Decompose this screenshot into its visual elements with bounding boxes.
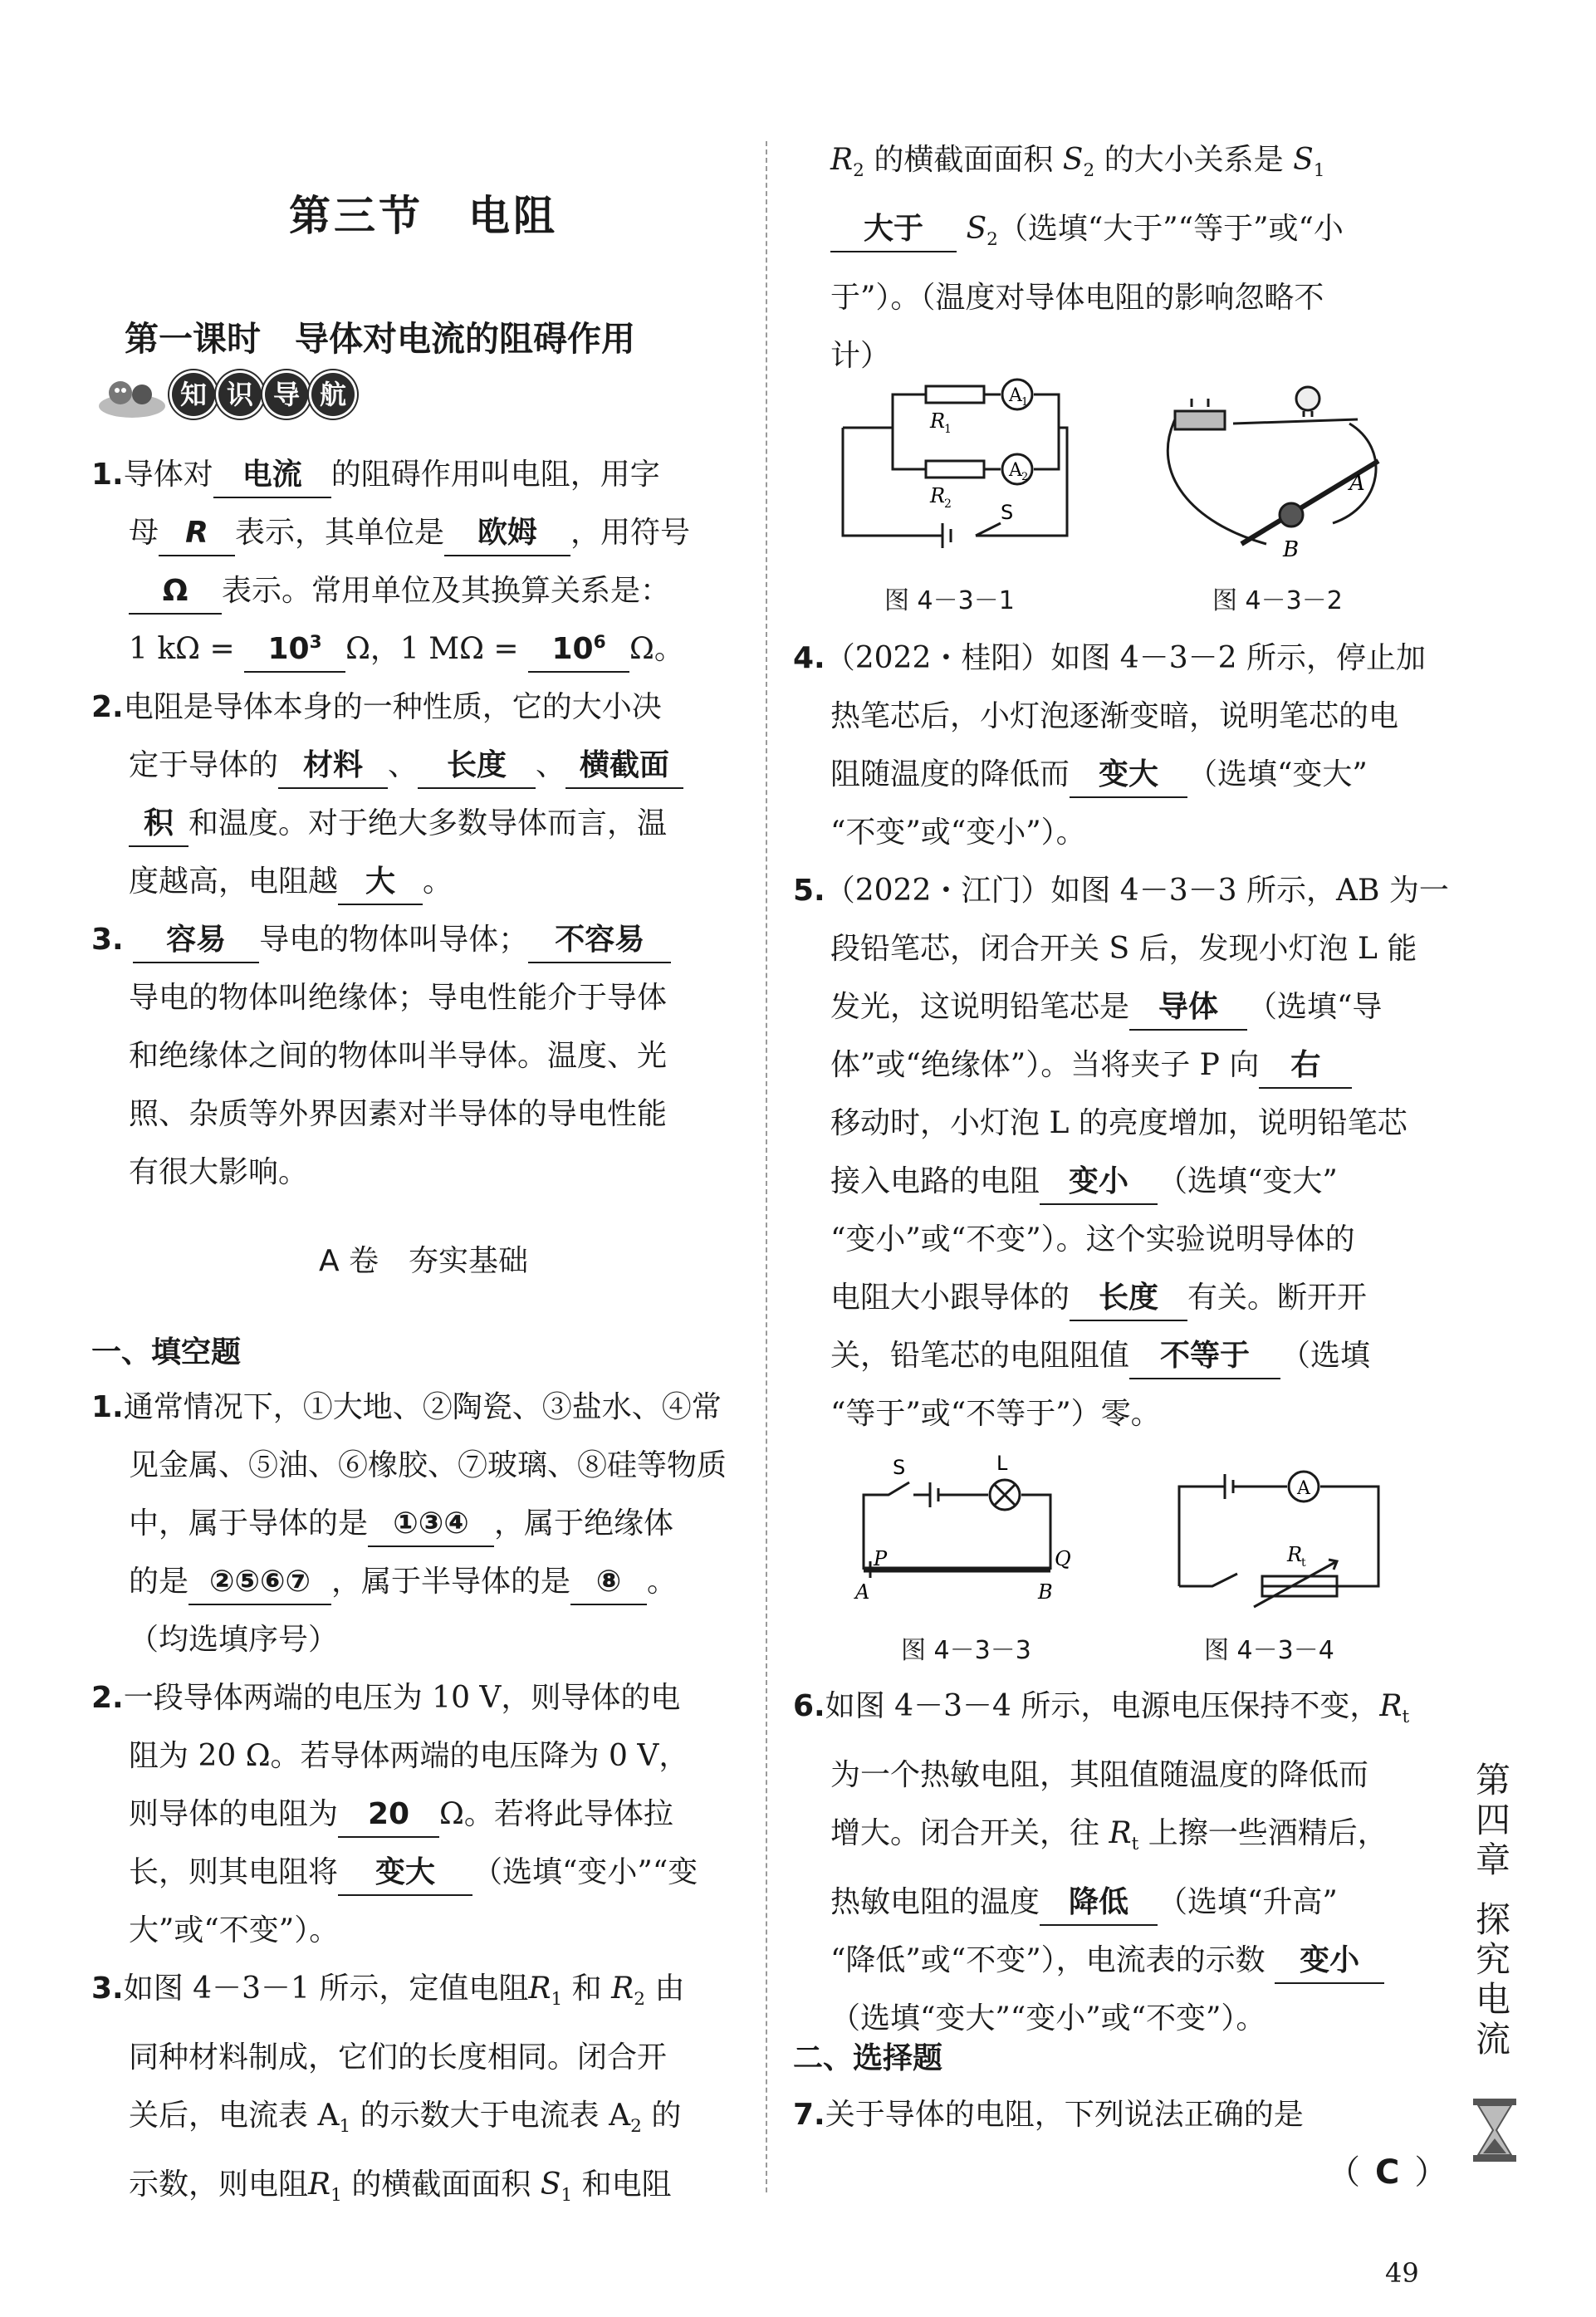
knowledge-q1-line1: 1.导体对 电流 的阻碍作用叫电阻，用字	[91, 446, 756, 504]
answer-blank: 材料	[278, 744, 388, 789]
figure-4-3-3	[855, 1445, 1088, 1611]
answer-blank: 变小	[1040, 1160, 1158, 1205]
q4-q5: 4.（2022・桂阳）如图 4－3－2 所示，停止加 热笔芯后，小灯泡逐渐变暗，说明笔芯的电 阻随温度的降低而 变大 （选填“变大” “不变”或“变小”）。 5.（2022・江门）如图 4－3－3 所示，AB 为一 段铅笔芯，闭合开关 S 后，发现小灯泡 L 能 发光，这说明铅笔芯是 导体 （选填“导 体”或“绝缘体”）。当将夹子 P 向 右 移动时，小灯泡 L 的亮度增加，说明铅笔芯 接入电路的电阻 变小 （选填“变大” “变小”或“不变”）。这个实验说明导体的 电阻大小跟导体的 长度 有关。断开开 关，铅笔芯的电阻阻值 不等于 （选填 “等于”或“不等于”）零。	[793, 641, 1449, 1431]
svg-text:A: A	[1009, 460, 1022, 481]
svg-text:L: L	[996, 1452, 1008, 1475]
q6: 6.如图 4－3－4 所示，电源电压保持不变，$R_t$ 为一个热敏电阻，其阻值随温度的降低而 增大。闭合开关，往 $R_t$ 上擦一些酒精后， 热敏电阻的温度 降低 （选填“升高” “降低”或“不变”），电流表的示数 变小 （选填“变大”“变小”或“不变”）。	[793, 1689, 1410, 2036]
answer-blank: 电流	[213, 453, 331, 498]
answer-blank: $10^6$	[528, 621, 629, 673]
svg-text:S: S	[893, 1456, 906, 1479]
answer-blank: 大于	[830, 208, 957, 252]
answer-blank: 欧姆	[444, 512, 570, 556]
answer-blank: R	[159, 512, 235, 556]
figure-4-3-1-caption: 图 4－3－1	[884, 586, 1015, 615]
svg-text:R: R	[930, 484, 946, 507]
q7: 7.关于导体的电阻，下列说法正确的是	[793, 2098, 1304, 2132]
answer-blank: 容易	[133, 918, 259, 963]
bulb-icon	[1296, 387, 1319, 410]
answer-blank: 变小	[1275, 1939, 1384, 1984]
q3-continued: $R_2$ 的横截面面积 $S_2$ 的大小关系是 $S_1$ 大于 $S_2$（选填“大于”“等于”或“小 于”）。（温度对导体电阻的影响忽略不 计）	[830, 143, 1344, 374]
answer-blank: 横截面	[565, 744, 683, 789]
svg-text:A: A	[1349, 471, 1365, 496]
answer-blank: 长度	[418, 744, 536, 789]
answer-blank: 降低	[1040, 1881, 1158, 1926]
answer-blank: 变大	[1070, 753, 1187, 798]
svg-text:2: 2	[944, 497, 952, 511]
section-title: 第三节 电阻	[289, 192, 558, 240]
figure-4-3-2	[1142, 365, 1399, 565]
q7-answer: （ C ）	[1327, 2153, 1448, 2192]
coil	[1175, 411, 1225, 429]
svg-text:R: R	[930, 409, 946, 433]
svg-text:t: t	[1301, 1556, 1306, 1570]
volume-title: A 卷 夯实基础	[318, 1244, 529, 1278]
column-divider	[766, 141, 767, 2192]
svg-text:B: B	[1038, 1580, 1053, 1604]
answer-blank: 大	[338, 860, 423, 905]
svg-text:Q: Q	[1055, 1547, 1071, 1570]
answer-choice: C	[1375, 2153, 1400, 2192]
page-number: 49	[1385, 2257, 1419, 2289]
resistor-r2	[926, 461, 984, 478]
badge-char: 识	[218, 373, 262, 416]
svg-text:B: B	[1283, 537, 1300, 562]
svg-text:A: A	[1009, 385, 1022, 406]
svg-text:2: 2	[1021, 471, 1029, 483]
fill-title: 一、填空题	[91, 1335, 242, 1369]
answer-blank: ⑧	[570, 1560, 647, 1605]
figure-4-3-4	[1171, 1462, 1395, 1611]
answer-blank: ①③④	[368, 1502, 494, 1547]
svg-text:S: S	[1001, 501, 1014, 524]
badge-char: 航	[311, 373, 355, 416]
lesson-title: 第一课时 导体对电流的阻碍作用	[125, 319, 635, 359]
figure-4-3-4-caption: 图 4－3－4	[1204, 1636, 1334, 1665]
answer-blank: 20	[338, 1793, 439, 1838]
hourglass-icon	[1471, 2097, 1518, 2163]
badge-char: 知	[172, 373, 215, 416]
figure-4-3-3-caption: 图 4－3－3	[901, 1636, 1031, 1665]
knowledge-section: 1.导体对 电流 的阻碍作用叫电阻，用字 母 R 表示，其单位是 欧姆 ，用符号 Ω 表示。常用单位及其换算关系是： 1 $k\Omega = 10^3$ Ω，1 $M\Omega = 10^6$ Ω。 2.电阻是导体本身的一种性质，它的大小决 定于导体的 材料 、 长度 、 横截面 积 和温度。对于绝大多数导体而言，温 度越高，电阻越 大 。 3. 容易 导电的物体叫导体； 不容易 导电的物体叫绝缘体；导电性能介于导体 和绝缘体之间的物体叫半导体。温度、光 照、杂质等外界因素对半导体的导电性能 有很大影响。	[91, 446, 756, 1202]
knowledge-nav-badge	[95, 370, 355, 419]
mascot-icon	[95, 370, 169, 419]
figure-4-3-1	[835, 374, 1075, 556]
chapter-side-label: 第 四 章 探 究 电 流	[1475, 1760, 1510, 2060]
answer-blank: 长度	[1070, 1276, 1187, 1321]
answer-blank: 变大	[338, 1851, 472, 1896]
answer-blank: 积	[129, 802, 188, 847]
svg-text:A: A	[855, 1580, 870, 1604]
svg-text:1: 1	[944, 423, 952, 436]
svg-text:R: R	[1287, 1543, 1303, 1566]
figure-4-3-2-caption: 图 4－3－2	[1212, 586, 1343, 615]
badge-char: 导	[265, 373, 308, 416]
answer-blank: 导体	[1129, 986, 1247, 1031]
answer-blank: 不等于	[1129, 1335, 1280, 1379]
answer-blank: 不容易	[528, 918, 671, 963]
answer-blank: $10^3$	[244, 621, 345, 673]
fill-section: 1.通常情况下，①大地、②陶瓷、③盐水、④常 见金属、⑤油、⑥橡胶、⑦玻璃、⑧硅等物质 中，属于导体的是 ①③④ ，属于绝缘体 的是 ②⑤⑥⑦ ，属于半导体的是 ⑧ 。 （均选填序号） 2.一段导体两端的电压为 10 V，则导体的电 阻为 20 Ω。若导体两端的电压降为 0 V， 则导体的电阻为 20 Ω。若将此导体拉 长，则其电阻将 变大 （选填“变小”“变 大”或“不变”）。 3.如图 4－3－1 所示，定值电阻$R_1$ 和 $R_2$ 由 同种材料制成，它们的长度相同。闭合开 关后，电流表 $A_1$ 的示数大于电流表 $A_2$ 的 示数，则电阻$R_1$ 的横截面面积 $S_1$ 和电阻	[91, 1390, 727, 2207]
answer-blank: 右	[1259, 1044, 1352, 1089]
svg-text:A: A	[1297, 1478, 1310, 1499]
svg-text:1: 1	[1021, 396, 1029, 409]
choice-title: 二、选择题	[793, 2041, 943, 2075]
answer-blank: ②⑤⑥⑦	[188, 1560, 331, 1605]
resistor-r1	[926, 386, 984, 403]
answer-blank: Ω	[129, 570, 222, 615]
svg-text:P: P	[874, 1547, 888, 1570]
